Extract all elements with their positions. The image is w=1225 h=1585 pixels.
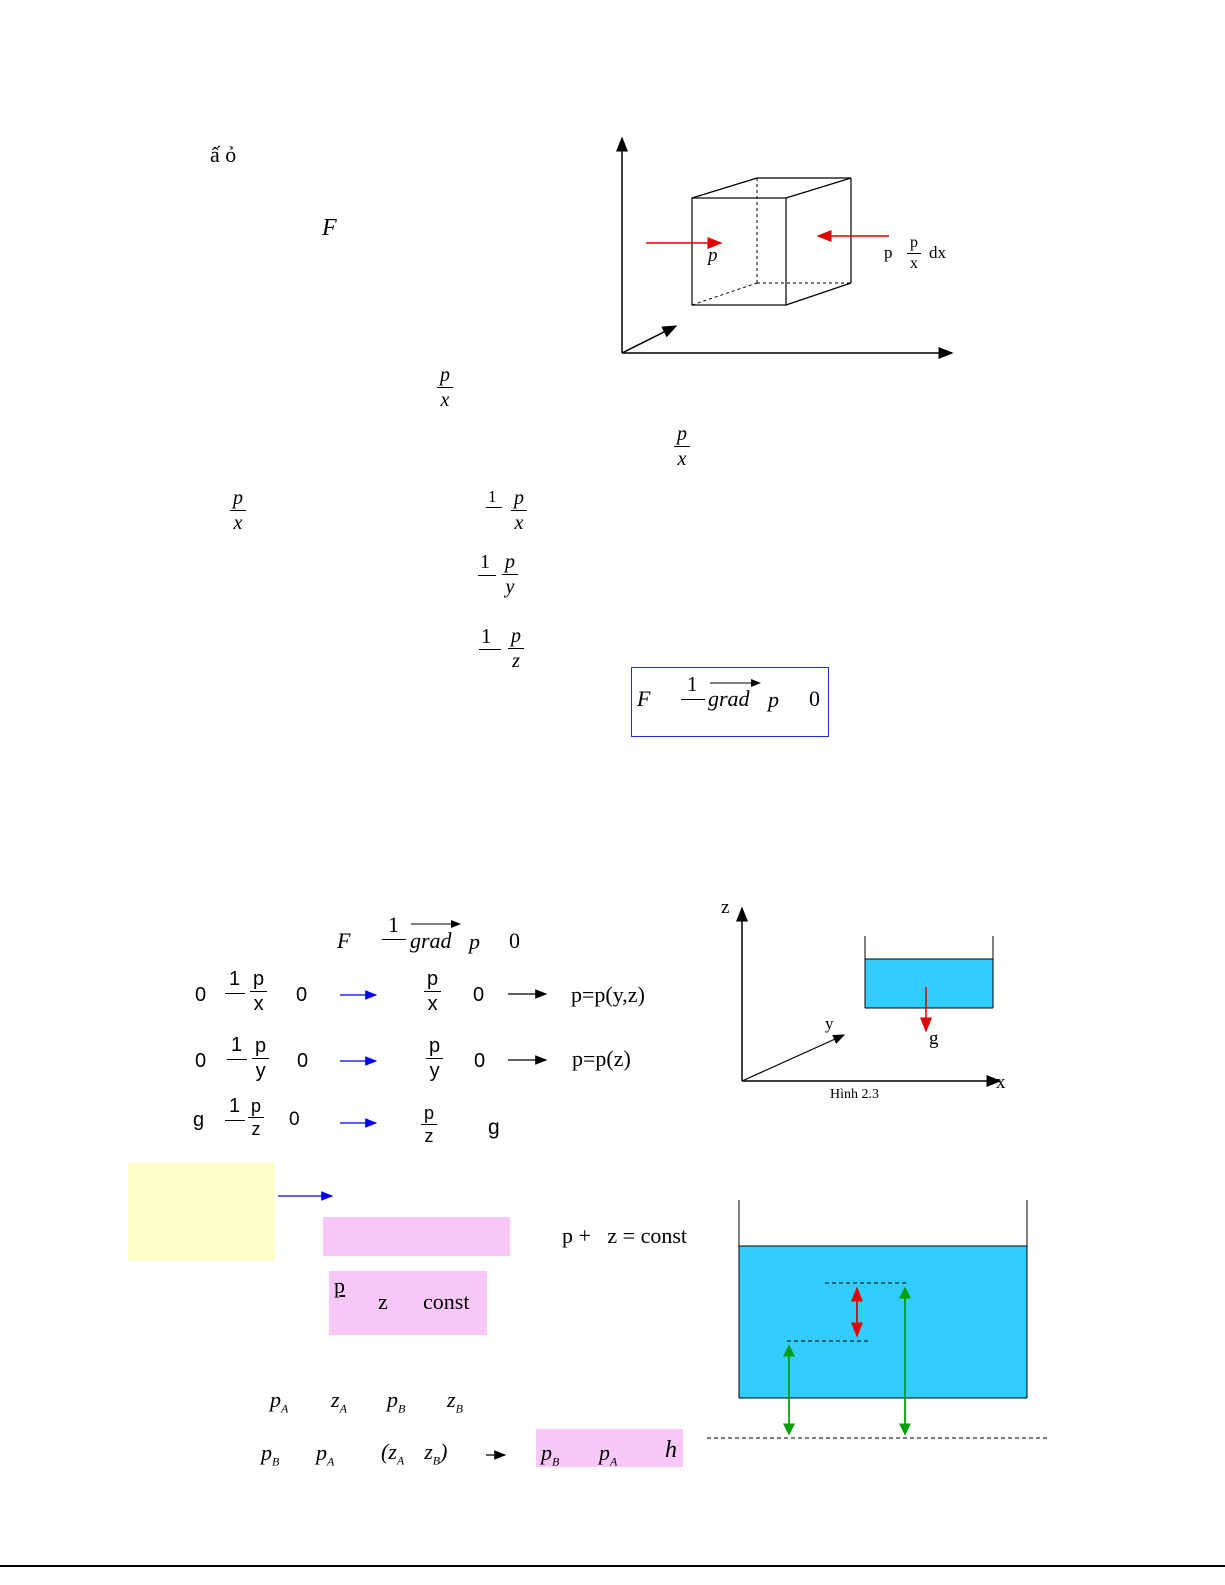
row-y-one: 1 [480, 551, 490, 573]
eq-ab2-hl-pA: $p_A$ [599, 1440, 618, 1469]
row2-zero: 0 [297, 1050, 309, 1072]
cube-left-pressure: p [708, 245, 718, 266]
fig23-z-label: z [721, 897, 730, 918]
note-highlight-yellow [128, 1163, 275, 1261]
cube-right-p: p [884, 243, 893, 262]
row-x-frac: p x [511, 488, 527, 533]
cube-right-dx: dx [929, 243, 946, 262]
boxed-one: 1 [687, 672, 698, 696]
eq-ab1-zA: $z_A$ [331, 1387, 347, 1416]
eq-dp-dx-3: p x [230, 488, 246, 533]
force-symbol: F [322, 215, 337, 241]
heading-fragment: ấ ỏ [210, 142, 237, 167]
fig23-y-axis [742, 1035, 844, 1081]
eq-ab1-zB: $z_B$ [447, 1387, 463, 1416]
highlight-pink-1 [323, 1217, 510, 1256]
row3-zero: 0 [289, 1109, 300, 1130]
eq-dp-dx-1: p x [437, 365, 453, 410]
const-eq2-z: z [378, 1289, 388, 1314]
fig23-y-label: y [825, 1014, 834, 1033]
eq-ab2-pA: $p_A$ [316, 1440, 335, 1469]
row2-one: 1 [231, 1034, 243, 1056]
boxed-F: F [637, 686, 651, 711]
row-z-one: 1 [481, 624, 492, 648]
row2-frac2: p y [426, 1036, 443, 1081]
row1-lead: 0 [195, 984, 207, 1006]
vec-eq-zero: 0 [509, 928, 520, 953]
fig23-g-label: g [929, 1028, 939, 1049]
tank-water [739, 1246, 1027, 1398]
row2-frac: p y [252, 1036, 269, 1081]
row2-rhs: 0 [474, 1050, 486, 1072]
vec-eq-grad: grad [410, 928, 452, 953]
eq-ab1-pA: $p_A$ [270, 1387, 289, 1416]
boxed-p: p [768, 687, 779, 712]
row1-result: p=p(y,z) [571, 982, 645, 1007]
row3-lead: g [193, 1109, 205, 1131]
row2-lead: 0 [195, 1050, 207, 1072]
vec-eq-one: 1 [388, 912, 399, 937]
const-eq-1: p + z = const [562, 1223, 688, 1248]
const-eq2-p: p [334, 1273, 345, 1298]
row2-result: p=p(z) [572, 1046, 631, 1071]
boxed-grad: grad [708, 686, 750, 711]
eq-ab1-pB: $p_B$ [387, 1387, 406, 1416]
vec-eq-F: F [337, 928, 351, 953]
row-y-frac: p y [502, 552, 518, 597]
row3-rhs: g [488, 1116, 500, 1139]
fig23-water [865, 959, 993, 1008]
row1-one: 1 [229, 968, 241, 990]
vec-eq-p: p [469, 929, 480, 954]
row1-rhs: 0 [473, 984, 485, 1006]
const-eq2-const: const [423, 1289, 470, 1314]
cube-right-frac: p x [907, 235, 921, 272]
row1-frac: p x [250, 969, 267, 1014]
row3-one: 1 [229, 1095, 241, 1117]
row1-zero: 0 [296, 984, 308, 1006]
row1-frac2: p x [424, 969, 441, 1014]
row-x-one: 1 [488, 487, 497, 506]
row-z-frac: p z [508, 626, 524, 671]
fig23-caption: Hình 2.3 [830, 1087, 879, 1102]
fig23-x-label: x [996, 1072, 1006, 1093]
boxed-zero: 0 [809, 686, 820, 711]
eq-ab2-paren: ($z_A$ $z_B$) [381, 1439, 448, 1468]
row3-frac: p z [248, 1097, 264, 1138]
row3-frac2: p z [421, 1104, 437, 1145]
cube-y-axis [622, 326, 676, 353]
eq-ab2-hl-pB: $p_B$ [541, 1440, 560, 1469]
eq-dp-dx-2: p x [674, 424, 690, 469]
eq-ab2-h: h [665, 1437, 677, 1463]
eq-ab2-pB: $p_B$ [261, 1440, 280, 1469]
